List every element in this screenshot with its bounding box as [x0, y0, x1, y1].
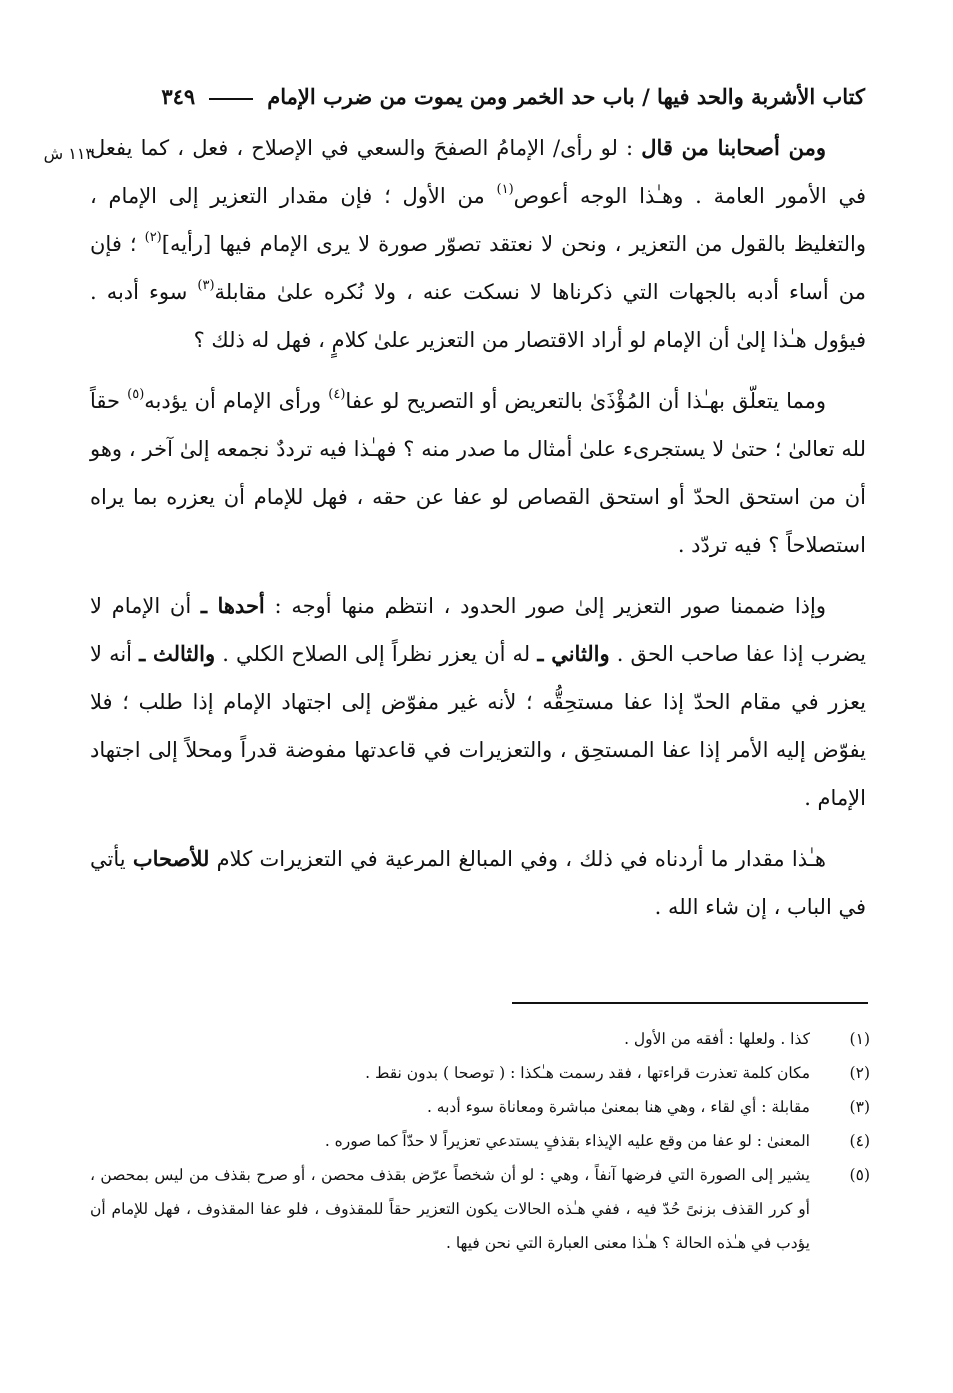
text-segment: ومما يتعلّق بهـٰذا أن المُؤْذَىٰ بالتعريض أو التصريح لو عفا — [345, 389, 826, 413]
footnote-ref: (٤) — [328, 387, 346, 402]
running-header — [95, 76, 865, 116]
footnote-item — [90, 1022, 870, 1056]
footnote-item — [90, 1056, 870, 1090]
page-number: ٣٤٩ — [161, 83, 196, 109]
footnote-number: (٤) — [849, 1132, 870, 1150]
footnote-text: يشير إلى الصورة التي فرضها آنفاً ، وهي : لو أن شخصاً عرّض بقذف محصن ، أو صرح بقذف من ليس بمحصن ، أو كرر القذف بزنىً حُدّ فيه ، ففي هـٰذه الحالات يكون التعزير حقاً للمقذوف ، فلو عفا المقذوف ، فهل للإمام أن يؤدب في هـٰذه الحالة ؟ هـٰذا معنى العبارة التي نحن فيها . — [90, 1166, 810, 1252]
footnote-text: مكان كلمة تعذرت قراءتها ، فقد رسمت هـٰكذا : ( توصحا ) بدون نقط . — [365, 1064, 810, 1082]
footnote-item — [90, 1158, 870, 1260]
footnote-number: (٣) — [849, 1098, 870, 1116]
footnote-number: (١) — [849, 1030, 870, 1048]
footnote-number: (٥) — [849, 1166, 870, 1184]
text-segment: له أن يعزر نظراً إلى الصلاح الكلي . — [215, 642, 538, 666]
text-segment: أن الإمام لا يضرب إذا عفا صاحب الحق . — [90, 594, 867, 666]
text-segment: من الأول ؛ فإن مقدار التعزير إلى الإمام ، والتغليظ بالقول من التعزير ، ونحن لا نعتقد تصوّر صورة لا يرى الإمام فيها [رأيه] — [90, 184, 866, 256]
text-segment: يأتي في الباب ، إن شاء الله . — [90, 847, 866, 919]
margin-note: ١١٣ ش — [43, 144, 94, 163]
bold-term: والثالث ـ — [139, 641, 216, 666]
footnote-text: كذا . ولعلها : أفقه من الأول . — [624, 1030, 810, 1048]
footnote-separator — [512, 1002, 868, 1004]
footnote-item — [90, 1090, 870, 1124]
text-segment: سوء أدبه . فيؤول هـٰذا إلىٰ أن الإمام لو أراد الاقتصار من التعزير علىٰ كلامٍ ، فهل له ذلك ؟ — [90, 280, 866, 352]
paragraph-3 — [90, 582, 866, 822]
footnote-text: المعنىٰ : لو عفا من وقع عليه الإيذاء بقذفٍ يستدعي تعزيراً لا حدّاً كما صوره . — [324, 1132, 810, 1150]
main-text — [90, 124, 866, 944]
paragraph-1 — [90, 124, 866, 364]
text-segment: ؛ فإن من أساء أدبه بالجهات التي ذكرناها لا نسكت عنه ، ولا نُكره علىٰ مقابلة — [90, 232, 866, 304]
footnote-ref: (١) — [496, 182, 514, 197]
text-segment: أنه لا يعزر في مقام الحدّ إذا عفا مستحِقُّه ؛ لأنه غير مفوّض إلى اجتهاد الإمام إذا طلب ؛ فلا يفوّض إليه الأمر إذا عفا المستحِق ، والتعزيرات في قاعدتها مفوضة قدراً ومحلاً إلى اجتهاد الإمام . — [90, 642, 866, 810]
text-segment: وإذا ضممنا صور التعزير إلىٰ صور الحدود ، انتظم منها أوجه : — [264, 594, 827, 618]
header-rule — [209, 98, 253, 100]
bold-term: أحدها ـ — [200, 593, 265, 618]
footnote-item — [90, 1124, 870, 1158]
bold-term: للأصحاب — [132, 846, 210, 871]
bold-lead: ومن أصحابنا من قال — [641, 135, 826, 160]
footnote-ref: (٣) — [197, 278, 215, 293]
footnote-ref: (٢) — [144, 230, 162, 245]
footnote-ref: (٥) — [127, 387, 145, 402]
footnotes — [90, 1022, 870, 1260]
paragraph-4 — [90, 835, 866, 931]
footnote-text: مقابلة : أي لقاء ، وهي هنا بمعنىٰ مباشرة ومعاناة سوء أدبه . — [426, 1098, 810, 1116]
text-segment: : لو رأى/ الإمامُ الصفحَ والسعي في الإصلاح ، فعل ، كما يفعل في الأمور العامة . وهـٰذا الوجه أعوص — [90, 136, 866, 208]
text-segment: ورأى الإمام أن يؤدبه — [144, 389, 329, 413]
running-title: كتاب الأشربة والحد فيها / باب حد الخمر ومن يموت من ضرب الإمام — [267, 83, 865, 109]
footnote-number: (٢) — [849, 1064, 870, 1082]
text-segment: حقاً لله تعالىٰ ؛ حتىٰ لا يستجرىء علىٰ أمثال ما صدر منه ؟ فهـٰذا فيه ترددٌ نجمعه إلىٰ آخر ، وهو أن من استحق الحدّ أو استحق القصاص لو عفا عن حقه ، فهل للإمام أن يعزره بما يراه استصلاحاً ؟ فيه تردّد . — [90, 389, 866, 557]
text-segment: هـٰذا مقدار ما أردناه في ذلك ، وفي المبالغ المرعية في التعزيرات كلام — [209, 847, 826, 871]
paragraph-2 — [90, 377, 866, 569]
bold-term: والثاني ـ — [537, 641, 610, 666]
